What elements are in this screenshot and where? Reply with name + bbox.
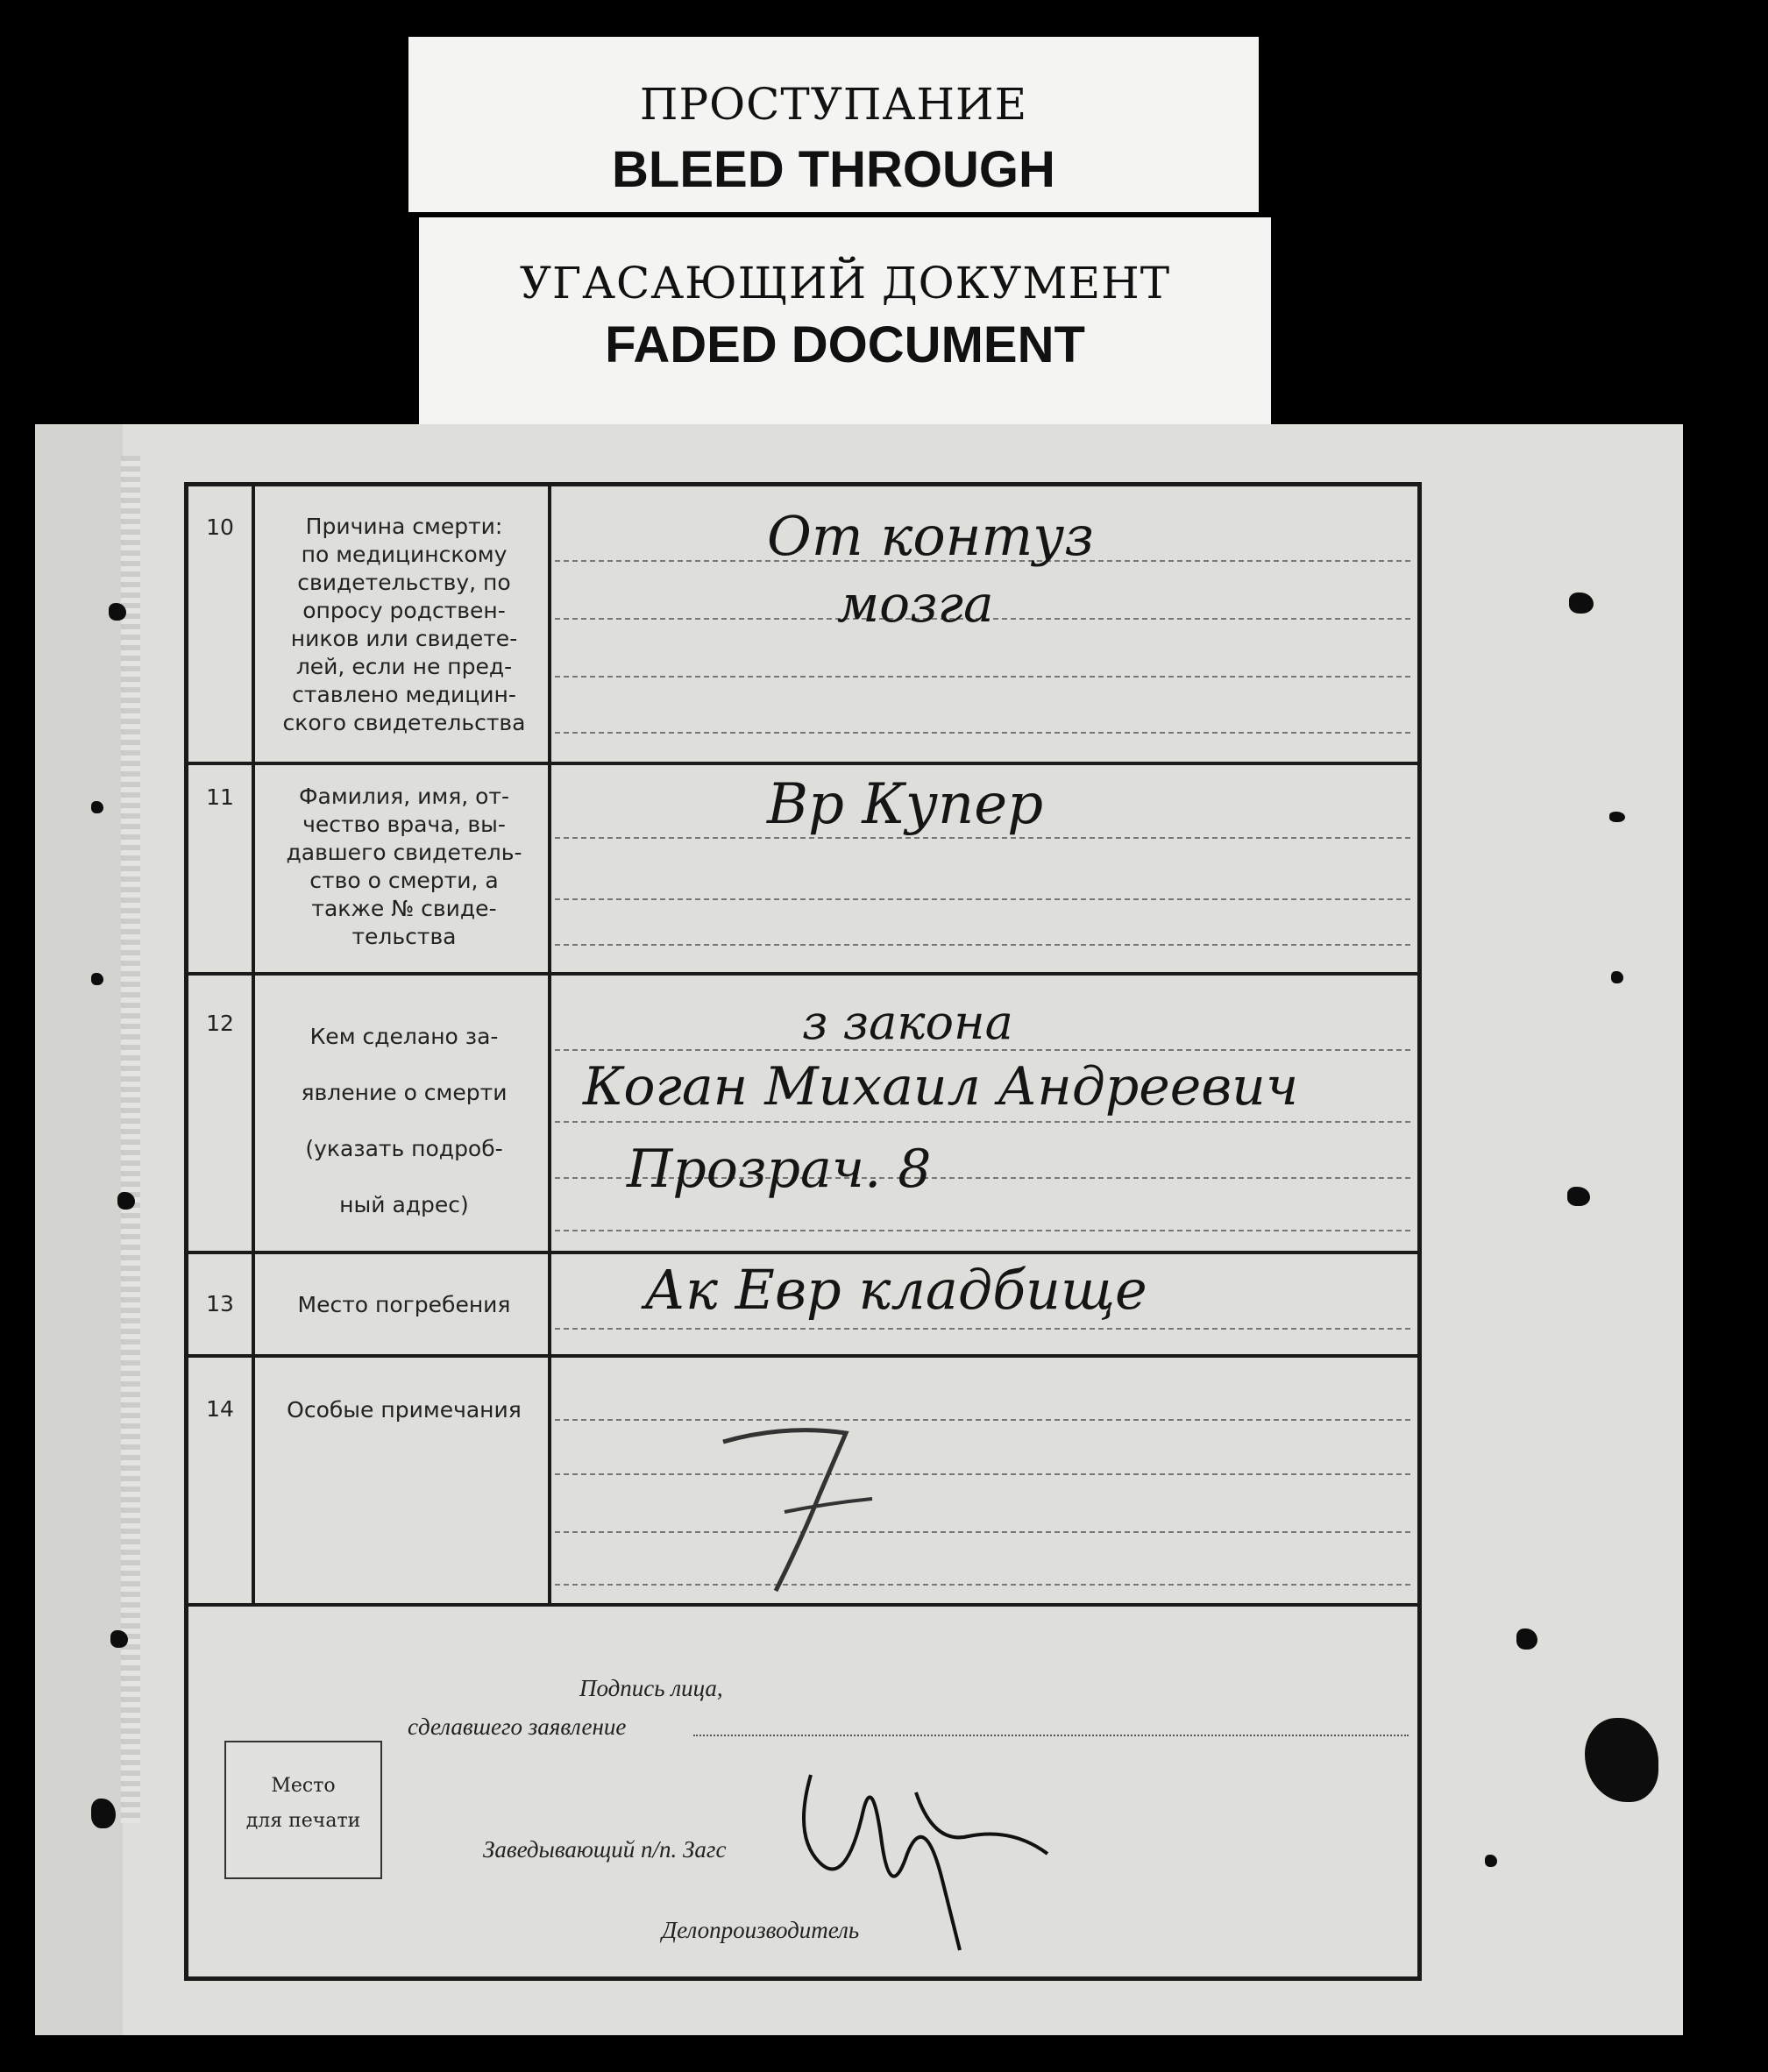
faded-document-en: FADED DOCUMENT (605, 316, 1085, 373)
signature-caption-line1: Подпись лица, (579, 1675, 723, 1701)
row-number-10: 10 (206, 514, 234, 540)
entry-line (555, 1584, 1410, 1586)
row-label-12: Кем сделано за- явление о смерти (указать подроб- ный адрес) (301, 1024, 508, 1217)
row-divider (188, 1354, 1417, 1358)
handwritten-cause-line1: От контуз (767, 504, 1095, 568)
entry-line (555, 837, 1410, 839)
row-divider (188, 1251, 1417, 1254)
stamp-label-line2: для печати (245, 1810, 361, 1832)
punch-hole (1516, 1629, 1537, 1650)
entry-line (555, 1419, 1410, 1421)
stamp-label-line1: Место (271, 1775, 336, 1797)
punch-hole (1567, 1187, 1590, 1206)
handwritten-informant-line1: з закона (802, 995, 1013, 1050)
punch-hole (117, 1192, 135, 1210)
faded-document-ru: УГАСАЮЩИЙ ДОКУМЕНТ (519, 258, 1171, 309)
signature-line (693, 1735, 1409, 1736)
bleed-through-ru: ПРОСТУПАНИЕ (639, 79, 1028, 130)
punch-hole (1609, 812, 1625, 822)
row-divider (188, 1603, 1417, 1607)
row-label-14: Особые примечания (287, 1397, 522, 1423)
punch-hole (91, 973, 103, 985)
row-label-10: Причина смерти: по медицинскому свидетельству, по опросу родствен- ников или свидете- лей, если не пред- ставлено медицин- ского свидетельства (282, 514, 526, 735)
stamp-placeholder (224, 1741, 382, 1879)
entry-line (555, 898, 1410, 900)
entry-line (555, 1473, 1410, 1475)
bleed-through-card (408, 37, 1259, 212)
row-number-11: 11 (206, 784, 234, 810)
row-label-11: Фамилия, имя, от- чество врача, вы- давшего свидетель- ство о смерти, а также № свиде- тельства (286, 784, 522, 949)
punch-hole (1611, 971, 1623, 983)
handwritten-cause-line2: мозга (837, 574, 994, 634)
row-label-13: Место погребения (297, 1292, 511, 1317)
entry-line (555, 676, 1410, 678)
bleed-through-en: BLEED THROUGH (612, 141, 1055, 198)
perforated-edge (121, 456, 140, 1823)
row-number-14: 14 (206, 1396, 234, 1422)
entry-line (555, 732, 1410, 734)
entry-line (555, 1121, 1410, 1123)
registrar-caption: Заведывающий п/п. Загс (483, 1836, 727, 1863)
signature-caption-line2: сделавшего заявление (408, 1714, 627, 1740)
punch-hole (109, 603, 126, 621)
strikethrough-mark (714, 1407, 890, 1600)
faded-document-card (419, 217, 1271, 426)
punch-hole (1485, 1855, 1497, 1867)
punch-hole (91, 1799, 116, 1828)
entry-line (555, 1328, 1410, 1330)
handwritten-signature (785, 1757, 1065, 1968)
punch-hole (1569, 593, 1594, 614)
row-divider (188, 972, 1417, 976)
row-number-13: 13 (206, 1291, 234, 1316)
handwritten-burial-place: Ак Евр кладбище (644, 1258, 1147, 1322)
punch-hole (110, 1630, 128, 1648)
handwritten-informant-line2: Коган Михаил Андреевич (583, 1056, 1299, 1118)
row-divider (188, 762, 1417, 765)
punch-hole (91, 801, 103, 813)
handwritten-doctor: Вр Купер (767, 772, 1044, 837)
clerk-caption: Делопроизводитель (662, 1917, 860, 1943)
row-number-12: 12 (206, 1011, 234, 1036)
entry-line (555, 944, 1410, 946)
entry-line (555, 1531, 1410, 1533)
entry-line (555, 1230, 1410, 1231)
handwritten-informant-line3: Прозрач. 8 (627, 1139, 932, 1200)
